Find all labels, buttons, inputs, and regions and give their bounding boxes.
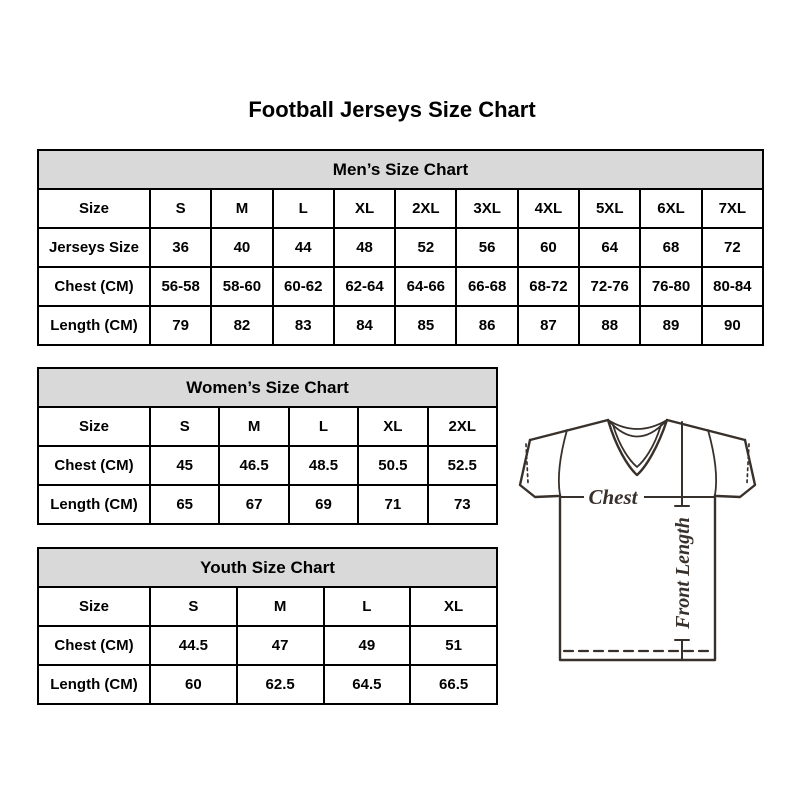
table-cell: 66.5 (410, 665, 497, 704)
table-cell: 2XL (395, 189, 456, 228)
table-cell: 83 (273, 306, 334, 345)
table-cell: 60 (150, 665, 237, 704)
row-label: Chest (CM) (38, 446, 150, 485)
table-cell: 68-72 (518, 267, 579, 306)
table-row (38, 407, 497, 446)
table-cell: 45 (150, 446, 219, 485)
table-cell: 56-58 (150, 267, 211, 306)
table-cell: 82 (211, 306, 272, 345)
table-cell: 6XL (640, 189, 701, 228)
table-cell: 5XL (579, 189, 640, 228)
table-cell: 65 (150, 485, 219, 524)
table-cell: 69 (289, 485, 358, 524)
youth-table-title: Youth Size Chart (38, 548, 497, 587)
row-label: Chest (CM) (38, 626, 150, 665)
table-cell: 60-62 (273, 267, 334, 306)
jersey-left-sleeve-seam (559, 430, 567, 495)
table-row (38, 228, 763, 267)
table-header-row (38, 548, 497, 587)
table-cell: L (289, 407, 358, 446)
table-cell: S (150, 407, 219, 446)
table-cell: 64 (579, 228, 640, 267)
table-cell: 52 (395, 228, 456, 267)
table-row (38, 267, 763, 306)
table-cell: XL (410, 587, 497, 626)
table-cell: 76-80 (640, 267, 701, 306)
table-cell: L (273, 189, 334, 228)
jersey-left-sleeve (520, 440, 558, 497)
row-label: Size (38, 189, 150, 228)
table-cell: 72 (702, 228, 763, 267)
table-cell: M (211, 189, 272, 228)
table-header-row (38, 150, 763, 189)
table-cell: 50.5 (358, 446, 427, 485)
row-label: Size (38, 587, 150, 626)
table-cell: XL (358, 407, 427, 446)
table-cell: 60 (518, 228, 579, 267)
table-cell: 72-76 (579, 267, 640, 306)
table-cell: XL (334, 189, 395, 228)
table-cell: M (219, 407, 288, 446)
table-row (38, 306, 763, 345)
table-cell: 51 (410, 626, 497, 665)
table-cell: 80-84 (702, 267, 763, 306)
table-cell: 49 (324, 626, 411, 665)
table-cell: 3XL (456, 189, 517, 228)
table-cell: 58-60 (211, 267, 272, 306)
table-cell: 62.5 (237, 665, 324, 704)
row-label: Chest (CM) (38, 267, 150, 306)
womens-size-table (37, 367, 498, 525)
jersey-right-sleeve-seam (708, 430, 716, 495)
table-cell: 66-68 (456, 267, 517, 306)
table-cell: 52.5 (428, 446, 497, 485)
table-cell: 47 (237, 626, 324, 665)
table-cell: 40 (211, 228, 272, 267)
table-cell: S (150, 189, 211, 228)
table-cell: 62-64 (334, 267, 395, 306)
front-length-measure-label: Front Length (672, 517, 694, 629)
chest-measure-label: Chest (588, 485, 638, 509)
table-cell: 36 (150, 228, 211, 267)
youth-size-table (37, 547, 498, 705)
table-cell: 79 (150, 306, 211, 345)
table-row (38, 626, 497, 665)
table-cell: 2XL (428, 407, 497, 446)
jersey-shoulder-left-line (530, 420, 608, 440)
table-cell: 4XL (518, 189, 579, 228)
table-cell: 86 (456, 306, 517, 345)
table-cell: 88 (579, 306, 640, 345)
table-row (38, 485, 497, 524)
table-cell: 73 (428, 485, 497, 524)
table-cell: 64-66 (395, 267, 456, 306)
table-row (38, 665, 497, 704)
table-cell: 48 (334, 228, 395, 267)
table-cell: 46.5 (219, 446, 288, 485)
table-cell: 87 (518, 306, 579, 345)
table-cell: L (324, 587, 411, 626)
womens-table-title: Women’s Size Chart (38, 368, 497, 407)
page-title: Football Jerseys Size Chart (248, 97, 536, 122)
jersey-shoulder-right-line (667, 420, 745, 440)
table-cell: 44 (273, 228, 334, 267)
row-label: Length (CM) (38, 665, 150, 704)
table-cell: 89 (640, 306, 701, 345)
row-label: Length (CM) (38, 485, 150, 524)
table-cell: 44.5 (150, 626, 237, 665)
mens-table-title: Men’s Size Chart (38, 150, 763, 189)
mens-size-table (37, 149, 764, 346)
table-cell: 68 (640, 228, 701, 267)
table-row (38, 587, 497, 626)
table-cell: 84 (334, 306, 395, 345)
row-label: Jerseys Size (38, 228, 150, 267)
table-cell: 67 (219, 485, 288, 524)
table-cell: 7XL (702, 189, 763, 228)
table-row (38, 446, 497, 485)
table-cell: 85 (395, 306, 456, 345)
jersey-measurement-diagram (500, 395, 775, 685)
table-cell: 64.5 (324, 665, 411, 704)
table-cell: 71 (358, 485, 427, 524)
table-cell: 56 (456, 228, 517, 267)
table-cell: 90 (702, 306, 763, 345)
table-header-row (38, 368, 497, 407)
table-cell: 48.5 (289, 446, 358, 485)
table-cell: M (237, 587, 324, 626)
table-cell: S (150, 587, 237, 626)
jersey-right-sleeve (717, 440, 755, 497)
table-row (38, 189, 763, 228)
row-label: Length (CM) (38, 306, 150, 345)
row-label: Size (38, 407, 150, 446)
